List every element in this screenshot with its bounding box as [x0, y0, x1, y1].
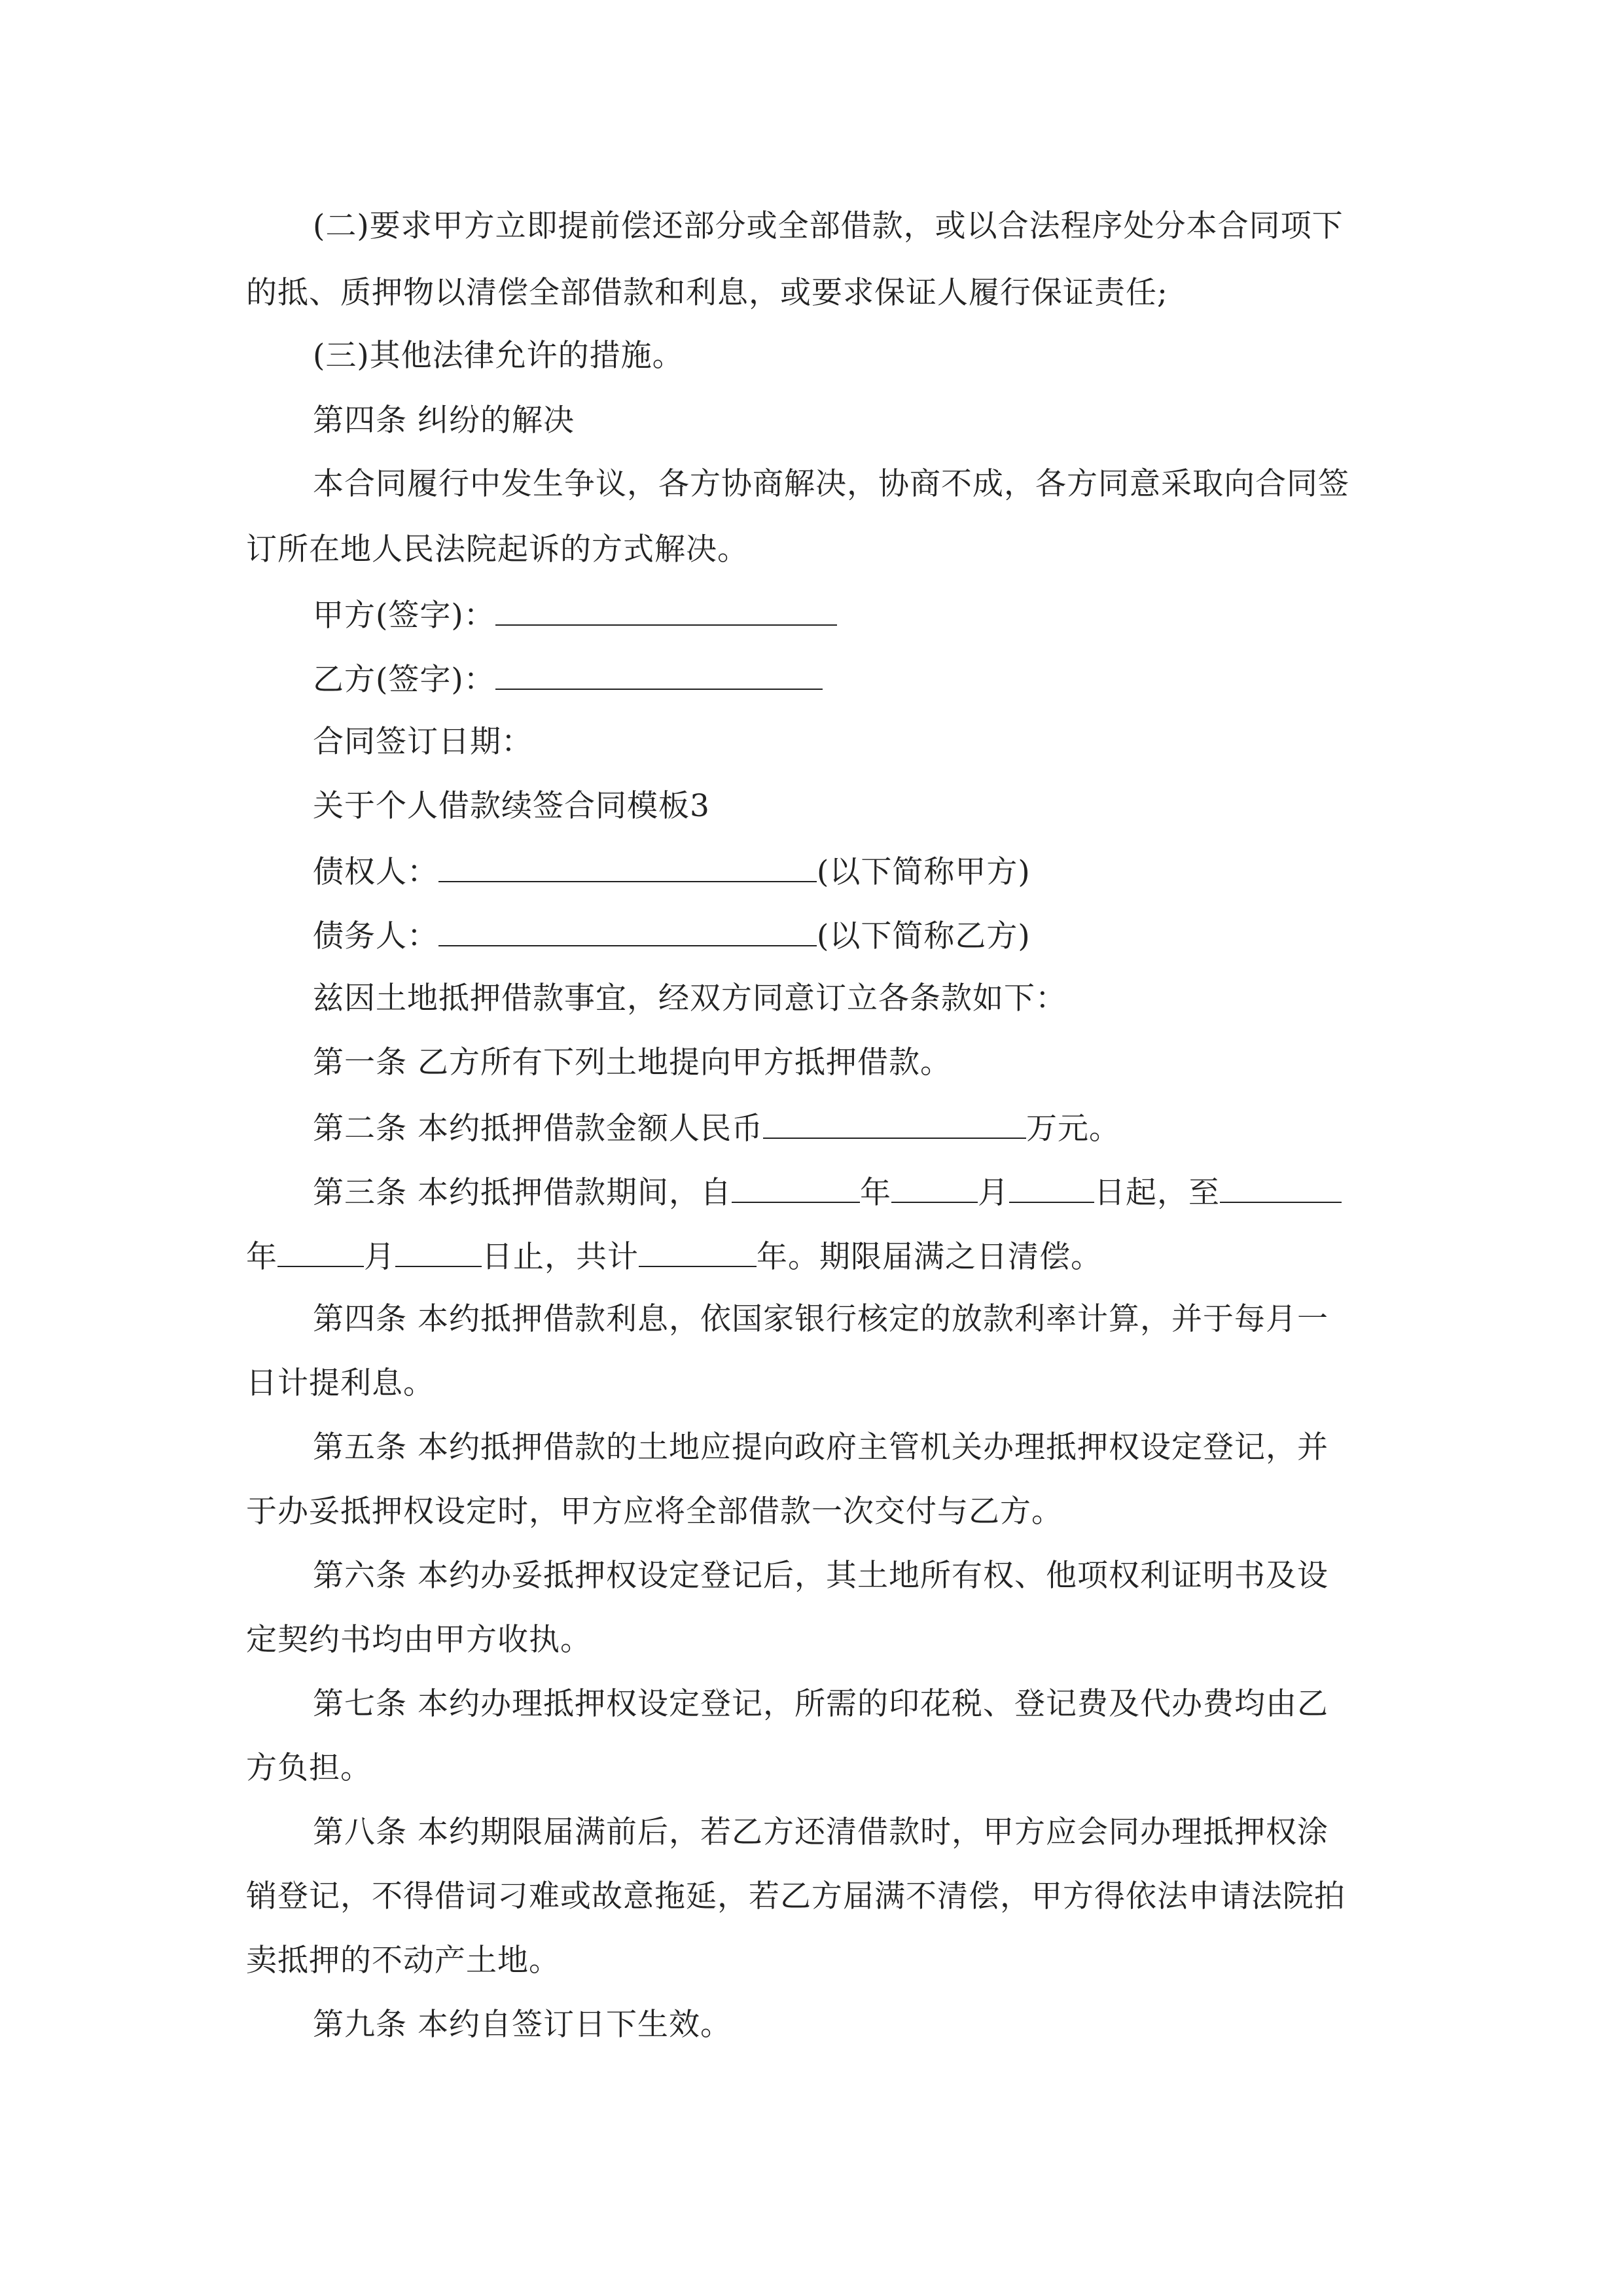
- text: 第九条 本约自签订日下生效。: [313, 2007, 732, 2043]
- creditor-note: (以下简称甲方): [817, 854, 1031, 890]
- contract-date-line: [313, 723, 533, 762]
- debtor-note: (以下简称乙方): [817, 918, 1031, 954]
- text: 日起，至: [1094, 1175, 1220, 1211]
- paragraph-line: [313, 465, 1349, 504]
- end-month-blank[interactable]: [277, 1236, 364, 1267]
- text: 第四条 纠纷的解决: [313, 403, 575, 439]
- signature-label: 甲方(签字)：: [313, 598, 495, 634]
- text: 订所在地人民法院起诉的方式解决。: [246, 531, 749, 567]
- article-5: [313, 1428, 1329, 1467]
- article-2: [313, 1107, 1120, 1149]
- text: 兹因土地抵押借款事宜，经双方同意订立各条款如下：: [313, 980, 1067, 1016]
- text: 月: [977, 1175, 1009, 1211]
- party-a-signature-line: [313, 594, 837, 636]
- text: 年。期限届满之日清偿。: [757, 1239, 1102, 1275]
- start-year-blank[interactable]: [732, 1172, 860, 1203]
- article-1: [313, 1043, 952, 1083]
- text: 第一条 乙方所有下列土地提向甲方抵押借款。: [313, 1045, 952, 1081]
- text: 于办妥抵押权设定时，甲方应将全部借款一次交付与乙方。: [246, 1494, 1063, 1530]
- text: 年: [859, 1175, 891, 1211]
- article-7: [313, 1685, 1329, 1724]
- text: 销登记，不得借词刁难或故意拖延，若乙方届满不清偿，甲方得依法申请法院拍: [246, 1878, 1346, 1914]
- paragraph-line: [246, 1621, 592, 1660]
- paragraph-line: [246, 1941, 560, 1981]
- text: 第四条 本约抵押借款利息，依国家银行核定的放款利率计算，并于每月一: [313, 1301, 1329, 1337]
- debtor-line: [313, 915, 1031, 956]
- total-years-blank[interactable]: [639, 1236, 757, 1267]
- text: 月: [364, 1239, 395, 1275]
- text: 第七条 本约办理抵押权设定登记，所需的印花税、登记费及代办费均由乙: [313, 1686, 1329, 1722]
- paragraph-line: [246, 274, 1168, 313]
- article-3: [313, 1172, 1342, 1213]
- creditor-label: 债权人：: [313, 854, 438, 890]
- end-day-blank[interactable]: [395, 1236, 482, 1267]
- creditor-line: [313, 851, 1031, 892]
- text: 第二条 本约抵押借款金额人民币: [313, 1111, 763, 1147]
- text: 本合同履行中发生争议，各方协商解决，协商不成，各方同意采取向合同签: [313, 466, 1349, 502]
- text: 第三条 本约抵押借款期间，自: [313, 1175, 732, 1211]
- text: 日止，共计: [482, 1239, 639, 1275]
- text: 日计提利息。: [246, 1365, 435, 1401]
- article-8: [313, 1813, 1329, 1852]
- debtor-label: 债务人：: [313, 918, 438, 954]
- text: 定契约书均由甲方收执。: [246, 1622, 592, 1658]
- paragraph-line: [246, 1492, 1063, 1532]
- text: 万元。: [1026, 1111, 1120, 1147]
- text: (二)要求甲方立即提前偿还部分或全部借款，或以合法程序处分本合同项下: [313, 208, 1344, 244]
- article-6: [313, 1556, 1329, 1596]
- text: 关于个人借款续签合同模板3: [313, 788, 710, 824]
- start-day-blank[interactable]: [1009, 1172, 1094, 1203]
- template-title: [313, 787, 710, 826]
- article-9: [313, 2005, 732, 2045]
- text: 卖抵押的不动产土地。: [246, 1943, 560, 1979]
- text: 合同签订日期：: [313, 724, 533, 760]
- paragraph-line: [313, 336, 684, 376]
- paragraph-line: [313, 979, 1067, 1018]
- text: 方负担。: [246, 1750, 372, 1786]
- paragraph-line: [246, 1877, 1346, 1916]
- article-heading: [313, 401, 575, 440]
- debtor-blank[interactable]: [438, 915, 817, 946]
- paragraph-line: [313, 207, 1344, 246]
- text: 第八条 本约期限届满前后，若乙方还清借款时，甲方应会同办理抵押权涂: [313, 1814, 1329, 1850]
- signature-blank[interactable]: [495, 594, 837, 626]
- text: (三)其他法律允许的措施。: [313, 338, 684, 374]
- text: 的抵、质押物以清偿全部借款和利息，或要求保证人履行保证责任;: [246, 275, 1168, 311]
- start-month-blank[interactable]: [891, 1172, 978, 1203]
- text: 第五条 本约抵押借款的土地应提向政府主管机关办理抵押权设定登记，并: [313, 1429, 1329, 1465]
- paragraph-line: [246, 1364, 435, 1403]
- party-b-signature-line: [313, 658, 823, 700]
- article-3-continued: [246, 1236, 1102, 1277]
- end-year-blank[interactable]: [1220, 1172, 1342, 1203]
- text: 年: [246, 1239, 277, 1275]
- creditor-blank[interactable]: [438, 851, 817, 882]
- amount-blank[interactable]: [763, 1107, 1026, 1139]
- article-4: [313, 1300, 1329, 1339]
- paragraph-line: [246, 530, 749, 569]
- paragraph-line: [246, 1749, 372, 1788]
- signature-label: 乙方(签字)：: [313, 662, 495, 698]
- signature-blank[interactable]: [495, 658, 823, 690]
- text: 第六条 本约办妥抵押权设定登记后，其土地所有权、他项权利证明书及设: [313, 1558, 1329, 1594]
